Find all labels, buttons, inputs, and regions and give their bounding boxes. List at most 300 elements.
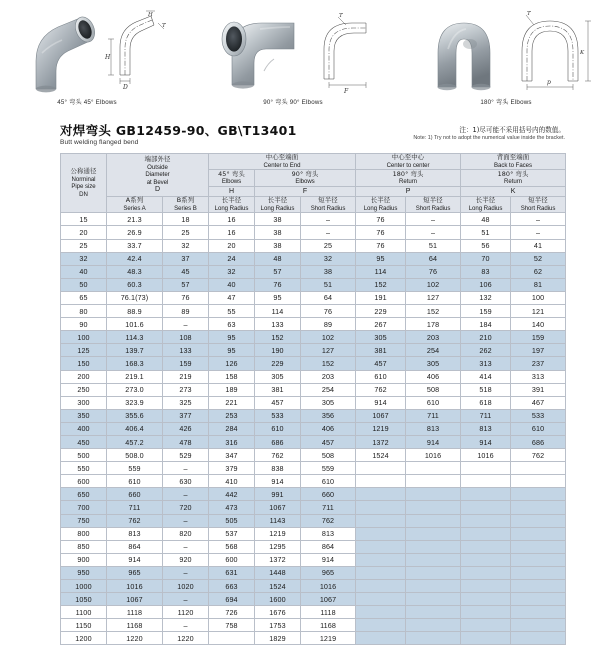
table-row [61, 580, 566, 593]
table-row [61, 278, 566, 291]
cell-h-long-radius: 32 [209, 265, 255, 278]
cell-f-short-radius: 127 [301, 344, 356, 357]
cell-od-series-b: 325 [163, 396, 209, 409]
cell-od-series-b: 25 [163, 226, 209, 239]
cell-k-short-radius: 41 [511, 239, 566, 252]
cell-p-short-radius [406, 553, 461, 566]
cell-p-long-radius [356, 619, 406, 632]
cell-f-short-radius: 406 [301, 422, 356, 435]
cell-od-series-a: 48.3 [107, 265, 163, 278]
cell-p-long-radius [356, 475, 406, 488]
elbow-45-photo [6, 9, 102, 95]
cell-dn: 80 [61, 305, 107, 318]
cell-p-short-radius [406, 527, 461, 540]
cell-p-long-radius [356, 514, 406, 527]
cell-f-long-radius: 1600 [255, 593, 301, 606]
cell-dn: 750 [61, 514, 107, 527]
elbow-45-drawing [102, 9, 168, 95]
cell-k-long-radius: 711 [461, 409, 511, 422]
cell-h-long-radius: 537 [209, 527, 255, 540]
cell-od-series-b: – [163, 488, 209, 501]
cell-od-series-a: 42.4 [107, 252, 163, 265]
cell-od-series-a: 914 [107, 553, 163, 566]
cell-k-short-radius: 237 [511, 357, 566, 370]
cell-od-series-b: 630 [163, 475, 209, 488]
figure-caption-90: 90° 弯头 90° Elbows [263, 99, 323, 106]
cell-od-series-b: 219 [163, 370, 209, 383]
cell-f-long-radius: 457 [255, 396, 301, 409]
cell-dn: 25 [61, 239, 107, 252]
cell-f-short-radius: 1118 [301, 606, 356, 619]
cell-h-long-radius: 16 [209, 213, 255, 226]
cell-h-long-radius: 55 [209, 305, 255, 318]
cell-f-long-radius: 381 [255, 383, 301, 396]
cell-f-short-radius: 89 [301, 318, 356, 331]
cell-od-series-b: 529 [163, 449, 209, 462]
cell-dn: 15 [61, 213, 107, 226]
cell-dn: 125 [61, 344, 107, 357]
cell-h-long-radius: 40 [209, 278, 255, 291]
cell-od-series-b: 108 [163, 331, 209, 344]
cell-k-short-radius: 62 [511, 265, 566, 278]
cell-dn: 50 [61, 278, 107, 291]
cell-k-long-radius: 1016 [461, 449, 511, 462]
cell-od-series-b: – [163, 462, 209, 475]
cell-p-short-radius: 152 [406, 305, 461, 318]
cell-h-long-radius: 410 [209, 475, 255, 488]
cell-dn: 200 [61, 370, 107, 383]
cell-k-short-radius: 52 [511, 252, 566, 265]
cell-od-series-b: 37 [163, 252, 209, 265]
header-row-series-radius [61, 197, 566, 213]
cell-f-short-radius: 25 [301, 239, 356, 252]
cell-k-long-radius: 813 [461, 422, 511, 435]
cell-od-series-b: – [163, 566, 209, 579]
cell-p-short-radius [406, 566, 461, 579]
figure-group-90 [212, 8, 374, 106]
header-row-groups [61, 154, 566, 170]
cell-k-long-radius [461, 475, 511, 488]
figure-caption-180: 180° 弯头 Elbows [480, 99, 532, 106]
cell-p-short-radius: 305 [406, 357, 461, 370]
cell-k-long-radius: 106 [461, 278, 511, 291]
cell-f-short-radius: – [301, 213, 356, 226]
cell-h-long-radius: 347 [209, 449, 255, 462]
cell-od-series-a: 88.9 [107, 305, 163, 318]
header-series-b: B系列 Series B [163, 197, 209, 213]
table-row [61, 501, 566, 514]
cell-k-short-radius: 467 [511, 396, 566, 409]
cell-p-long-radius: 914 [356, 396, 406, 409]
cell-p-short-radius [406, 488, 461, 501]
cell-f-long-radius: 133 [255, 318, 301, 331]
cell-p-short-radius: – [406, 213, 461, 226]
cell-f-short-radius: 51 [301, 278, 356, 291]
cell-p-long-radius: 267 [356, 318, 406, 331]
cell-od-series-b: 1020 [163, 580, 209, 593]
cell-h-long-radius: 63 [209, 318, 255, 331]
cell-od-series-a: 60.3 [107, 278, 163, 291]
cell-p-long-radius: 1524 [356, 449, 406, 462]
table-row [61, 449, 566, 462]
header-symbol-k: K [461, 187, 566, 197]
cell-od-series-b: – [163, 619, 209, 632]
figure-group-180 [418, 8, 594, 106]
note-english: Note: 1) Try not to adopt the numerical value inside the bracket. [413, 134, 565, 141]
table-row [61, 409, 566, 422]
cell-od-series-a: 219.1 [107, 370, 163, 383]
cell-k-short-radius: 391 [511, 383, 566, 396]
table-row [61, 305, 566, 318]
cell-od-series-a: 711 [107, 501, 163, 514]
cell-k-short-radius [511, 540, 566, 553]
svg-text:H: H [105, 54, 111, 61]
cell-p-long-radius: 1372 [356, 435, 406, 448]
cell-k-short-radius: 762 [511, 449, 566, 462]
cell-p-short-radius: 914 [406, 435, 461, 448]
cell-k-long-radius: 83 [461, 265, 511, 278]
cell-od-series-b: 57 [163, 278, 209, 291]
cell-p-short-radius: 508 [406, 383, 461, 396]
cell-f-long-radius: 1219 [255, 527, 301, 540]
table-row [61, 619, 566, 632]
cell-od-series-a: 168.3 [107, 357, 163, 370]
cell-h-long-radius: 379 [209, 462, 255, 475]
cell-od-series-b: 820 [163, 527, 209, 540]
cell-h-long-radius: 16 [209, 226, 255, 239]
cell-od-series-a: 559 [107, 462, 163, 475]
title-chinese: 对焊弯头 GB12459-90、GB\T13401 [60, 123, 297, 138]
cell-k-long-radius: 132 [461, 291, 511, 304]
table-row [61, 344, 566, 357]
cell-h-long-radius: 568 [209, 540, 255, 553]
cell-p-short-radius [406, 619, 461, 632]
cell-k-long-radius [461, 462, 511, 475]
cell-od-series-a: 457.2 [107, 435, 163, 448]
cell-h-long-radius: 253 [209, 409, 255, 422]
cell-k-short-radius [511, 488, 566, 501]
cell-dn: 20 [61, 226, 107, 239]
cell-od-series-a: 813 [107, 527, 163, 540]
table-row [61, 606, 566, 619]
cell-k-long-radius: 159 [461, 305, 511, 318]
cell-dn: 400 [61, 422, 107, 435]
cell-h-long-radius: 221 [209, 396, 255, 409]
cell-h-long-radius: 24 [209, 252, 255, 265]
cell-od-series-b: 133 [163, 344, 209, 357]
cell-p-long-radius: 762 [356, 383, 406, 396]
cell-dn: 650 [61, 488, 107, 501]
cell-dn: 900 [61, 553, 107, 566]
cell-k-long-radius [461, 514, 511, 527]
cell-p-short-radius [406, 632, 461, 645]
cell-od-series-b: 45 [163, 265, 209, 278]
cell-dn: 90 [61, 318, 107, 331]
cell-f-long-radius: 762 [255, 449, 301, 462]
cell-f-long-radius: 1676 [255, 606, 301, 619]
table-row [61, 540, 566, 553]
cell-p-short-radius: 254 [406, 344, 461, 357]
cell-od-series-a: 1168 [107, 619, 163, 632]
cell-f-short-radius: 1016 [301, 580, 356, 593]
cell-f-short-radius: 660 [301, 488, 356, 501]
cell-k-long-radius: 184 [461, 318, 511, 331]
cell-f-long-radius: 838 [255, 462, 301, 475]
svg-text:T: T [527, 11, 531, 17]
cell-dn: 500 [61, 449, 107, 462]
table-row [61, 226, 566, 239]
cell-od-series-a: 101.6 [107, 318, 163, 331]
table-row [61, 291, 566, 304]
cell-p-short-radius [406, 606, 461, 619]
cell-od-series-a: 1220 [107, 632, 163, 645]
cell-k-short-radius: – [511, 226, 566, 239]
cell-f-long-radius: 95 [255, 291, 301, 304]
cell-od-series-a: 114.3 [107, 331, 163, 344]
table-row [61, 566, 566, 579]
cell-od-series-b: 1120 [163, 606, 209, 619]
cell-od-series-b: 18 [163, 213, 209, 226]
cell-h-long-radius: 284 [209, 422, 255, 435]
cell-od-series-b: 32 [163, 239, 209, 252]
cell-p-long-radius: 1067 [356, 409, 406, 422]
cell-h-long-radius: 694 [209, 593, 255, 606]
table-row [61, 265, 566, 278]
note-chinese: 注：1)尽可能不采用括号内的数值。 [459, 126, 565, 134]
cell-h-long-radius: 442 [209, 488, 255, 501]
cell-p-short-radius: 64 [406, 252, 461, 265]
cell-p-long-radius: 305 [356, 331, 406, 344]
cell-od-series-b: 377 [163, 409, 209, 422]
cell-od-series-a: 406.4 [107, 422, 163, 435]
cell-k-short-radius [511, 580, 566, 593]
cell-f-short-radius: 1067 [301, 593, 356, 606]
cell-h-long-radius: 126 [209, 357, 255, 370]
table-row [61, 553, 566, 566]
cell-k-short-radius [511, 475, 566, 488]
cell-f-short-radius: 32 [301, 252, 356, 265]
figure-caption-45: 45° 弯头 45° Elbows [57, 99, 117, 106]
cell-od-series-a: 660 [107, 488, 163, 501]
cell-f-short-radius: 762 [301, 514, 356, 527]
table-row [61, 239, 566, 252]
cell-f-long-radius: 686 [255, 435, 301, 448]
table-row [61, 383, 566, 396]
cell-od-series-b: 720 [163, 501, 209, 514]
cell-f-long-radius: 1372 [255, 553, 301, 566]
header-symbol-p: P [356, 187, 461, 197]
cell-k-short-radius: 533 [511, 409, 566, 422]
cell-p-short-radius: – [406, 226, 461, 239]
cell-p-short-radius [406, 514, 461, 527]
cell-f-short-radius: – [301, 226, 356, 239]
cell-dn: 250 [61, 383, 107, 396]
table-row [61, 252, 566, 265]
cell-f-long-radius: 1524 [255, 580, 301, 593]
header-180-return-p: 180° 弯头 Return [356, 170, 461, 187]
cell-dn: 150 [61, 357, 107, 370]
cell-k-short-radius: 610 [511, 422, 566, 435]
cell-h-long-radius: 158 [209, 370, 255, 383]
cell-k-long-radius: 914 [461, 435, 511, 448]
cell-k-long-radius: 56 [461, 239, 511, 252]
cell-k-long-radius [461, 527, 511, 540]
cell-p-short-radius [406, 462, 461, 475]
cell-k-long-radius: 210 [461, 331, 511, 344]
cell-h-long-radius: 95 [209, 331, 255, 344]
header-p-short-radius: 短半径 Short Radius [406, 197, 461, 213]
table-row [61, 593, 566, 606]
cell-h-long-radius: 47 [209, 291, 255, 304]
cell-p-short-radius: 76 [406, 265, 461, 278]
cell-od-series-a: 76.1(73) [107, 291, 163, 304]
elbow-180-drawing [510, 9, 594, 95]
cell-p-short-radius: 610 [406, 396, 461, 409]
cell-dn: 65 [61, 291, 107, 304]
table-row [61, 462, 566, 475]
header-k-long-radius: 长半径 Long Radius [461, 197, 511, 213]
cell-od-series-a: 33.7 [107, 239, 163, 252]
cell-od-series-a: 139.7 [107, 344, 163, 357]
cell-od-series-b: 1220 [163, 632, 209, 645]
cell-f-long-radius: 190 [255, 344, 301, 357]
cell-p-long-radius: 191 [356, 291, 406, 304]
header-90-elbows: 90° 弯头 Elbows [255, 170, 356, 187]
svg-text:p: p [547, 79, 551, 86]
cell-h-long-radius: 663 [209, 580, 255, 593]
cell-k-short-radius [511, 462, 566, 475]
cell-od-series-b: – [163, 318, 209, 331]
cell-f-short-radius: 64 [301, 291, 356, 304]
header-p-long-radius: 长半径 Long Radius [356, 197, 406, 213]
cell-f-short-radius: 76 [301, 305, 356, 318]
cell-f-long-radius: 76 [255, 278, 301, 291]
cell-h-long-radius [209, 632, 255, 645]
svg-text:T: T [339, 13, 343, 19]
table-row [61, 370, 566, 383]
table-row [61, 213, 566, 226]
table-row [61, 475, 566, 488]
cell-p-short-radius: 1016 [406, 449, 461, 462]
cell-dn: 700 [61, 501, 107, 514]
cell-f-short-radius: 305 [301, 396, 356, 409]
cell-p-short-radius: 711 [406, 409, 461, 422]
cell-dn: 450 [61, 435, 107, 448]
cell-p-short-radius: 102 [406, 278, 461, 291]
spec-table-wrapper [60, 153, 565, 645]
cell-dn: 1150 [61, 619, 107, 632]
cell-f-long-radius: 305 [255, 370, 301, 383]
cell-k-short-radius [511, 527, 566, 540]
cell-f-short-radius: 914 [301, 553, 356, 566]
cell-p-long-radius: 610 [356, 370, 406, 383]
cell-p-long-radius: 229 [356, 305, 406, 318]
spec-table [60, 153, 566, 645]
cell-h-long-radius: 20 [209, 239, 255, 252]
cell-f-short-radius: 864 [301, 540, 356, 553]
svg-text:K: K [580, 50, 585, 56]
cell-dn: 40 [61, 265, 107, 278]
cell-f-long-radius: 114 [255, 305, 301, 318]
cell-od-series-b: 920 [163, 553, 209, 566]
svg-text:H: H [148, 12, 153, 18]
cell-od-series-a: 26.9 [107, 226, 163, 239]
cell-p-short-radius: 203 [406, 331, 461, 344]
header-center-to-end: 中心至端面 Center to End [209, 154, 356, 170]
cell-p-short-radius [406, 475, 461, 488]
cell-dn: 850 [61, 540, 107, 553]
cell-k-short-radius [511, 593, 566, 606]
cell-k-long-radius: 518 [461, 383, 511, 396]
cell-p-long-radius: 76 [356, 226, 406, 239]
cell-k-short-radius [511, 619, 566, 632]
cell-p-long-radius: 152 [356, 278, 406, 291]
cell-p-short-radius [406, 540, 461, 553]
header-h-long-radius: 长半径 Long Radius [209, 197, 255, 213]
cell-p-long-radius: 1219 [356, 422, 406, 435]
cell-f-short-radius: 508 [301, 449, 356, 462]
cell-h-long-radius: 189 [209, 383, 255, 396]
table-row [61, 331, 566, 344]
cell-p-long-radius: 457 [356, 357, 406, 370]
cell-f-long-radius: 991 [255, 488, 301, 501]
cell-f-long-radius: 229 [255, 357, 301, 370]
cell-p-short-radius: 178 [406, 318, 461, 331]
cell-p-short-radius: 51 [406, 239, 461, 252]
cell-h-long-radius: 631 [209, 566, 255, 579]
table-row [61, 318, 566, 331]
cell-p-short-radius: 406 [406, 370, 461, 383]
header-k-short-radius: 短半径 Short Radius [511, 197, 566, 213]
note-block [413, 126, 565, 142]
cell-h-long-radius: 316 [209, 435, 255, 448]
cell-f-long-radius: 1753 [255, 619, 301, 632]
cell-p-long-radius [356, 566, 406, 579]
svg-text:D: D [123, 84, 128, 91]
cell-p-long-radius [356, 606, 406, 619]
cell-od-series-b: 478 [163, 435, 209, 448]
cell-k-short-radius [511, 514, 566, 527]
cell-k-short-radius [511, 606, 566, 619]
cell-h-long-radius: 95 [209, 344, 255, 357]
table-row [61, 396, 566, 409]
table-row [61, 435, 566, 448]
cell-h-long-radius: 758 [209, 619, 255, 632]
cell-k-long-radius: 70 [461, 252, 511, 265]
cell-od-series-b: 76 [163, 291, 209, 304]
cell-od-series-b: 273 [163, 383, 209, 396]
cell-k-short-radius: 140 [511, 318, 566, 331]
cell-f-long-radius: 38 [255, 213, 301, 226]
cell-k-long-radius: 313 [461, 357, 511, 370]
cell-od-series-a: 864 [107, 540, 163, 553]
cell-od-series-a: 1118 [107, 606, 163, 619]
cell-k-short-radius: 159 [511, 331, 566, 344]
table-head [61, 154, 566, 213]
cell-dn: 1050 [61, 593, 107, 606]
cell-f-short-radius: 711 [301, 501, 356, 514]
elbow-90-photo [212, 9, 312, 95]
cell-p-long-radius [356, 553, 406, 566]
cell-f-short-radius: 559 [301, 462, 356, 475]
cell-dn: 1000 [61, 580, 107, 593]
cell-k-long-radius: 414 [461, 370, 511, 383]
table-row [61, 527, 566, 540]
cell-h-long-radius: 726 [209, 606, 255, 619]
cell-k-long-radius [461, 606, 511, 619]
product-figure-strip [0, 8, 600, 120]
table-row [61, 422, 566, 435]
